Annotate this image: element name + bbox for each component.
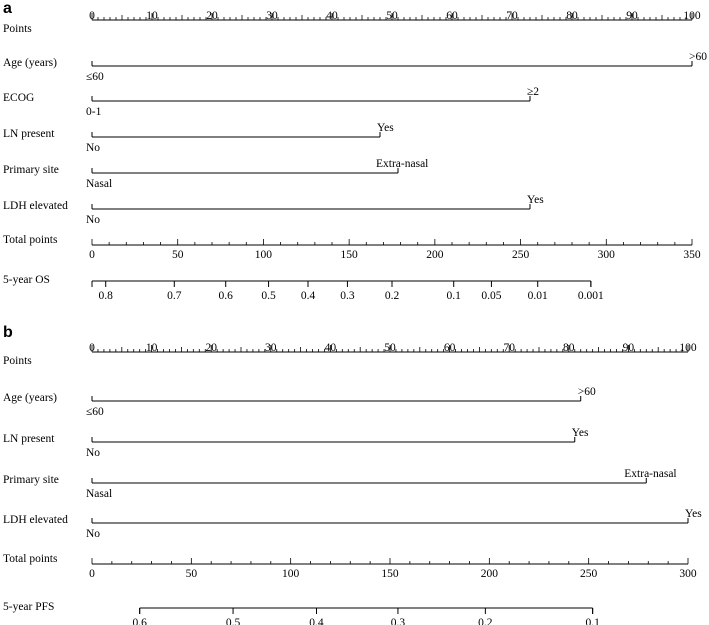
total-tick-label: 0 — [89, 249, 95, 261]
outcome-tick-label: 0.4 — [309, 617, 324, 625]
variable-label: LDH elevated — [3, 200, 68, 212]
level-label: Yes — [377, 122, 394, 134]
points-tick-label: 50 — [386, 10, 398, 22]
points-tick-label: 40 — [326, 10, 338, 22]
level-label: Yes — [571, 427, 589, 439]
level-label: Yes — [685, 508, 702, 520]
total-tick-label: 350 — [683, 249, 701, 261]
outcome-tick-label: 0.01 — [527, 290, 548, 302]
total-tick-label: 0 — [89, 568, 95, 580]
total-tick-label: 50 — [185, 568, 198, 580]
outcome-tick-label: 0.1 — [446, 290, 461, 302]
total-tick-label: 50 — [171, 249, 184, 261]
outcome-tick-label: 0.4 — [300, 290, 316, 302]
points-tick-label: 70 — [503, 342, 515, 354]
points-axis-label: Points — [3, 23, 32, 35]
outcome-label: 5-year OS — [3, 274, 50, 286]
outcome-tick-label: 0.1 — [585, 617, 600, 625]
points-tick-label: 60 — [446, 10, 458, 22]
points-tick-label: 0 — [89, 342, 95, 354]
outcome-tick-label: 0.5 — [225, 617, 241, 625]
outcome-tick-label: 0.3 — [340, 290, 355, 302]
level-label: Nasal — [86, 178, 113, 190]
total-tick-label: 300 — [679, 568, 697, 580]
total-points-label: Total points — [3, 553, 58, 565]
points-tick-label: 20 — [206, 10, 218, 22]
total-tick-label: 250 — [580, 568, 598, 580]
level-label: ≥2 — [527, 86, 540, 98]
points-tick-label: 0 — [89, 10, 95, 22]
level-label: No — [86, 142, 101, 154]
outcome-tick-label: 0.3 — [390, 617, 406, 625]
points-tick-label: 80 — [566, 10, 578, 22]
level-label: ≤60 — [86, 71, 104, 83]
points-tick-label: 50 — [384, 342, 396, 354]
total-tick-label: 100 — [282, 568, 300, 580]
total-tick-label: 250 — [511, 249, 530, 261]
total-tick-label: 300 — [597, 249, 615, 261]
total-points-label: Total points — [3, 234, 58, 246]
points-tick-label: 30 — [266, 10, 278, 22]
variable-label: Age (years) — [3, 57, 57, 69]
points-tick-label: 100 — [683, 10, 701, 22]
points-tick-label: 10 — [146, 10, 158, 22]
level-label: No — [86, 447, 101, 459]
level-label: Nasal — [86, 488, 113, 500]
total-tick-label: 100 — [254, 249, 273, 261]
variable-label: Primary site — [3, 474, 59, 486]
points-tick-label: 90 — [622, 342, 635, 354]
outcome-tick-label: 0.05 — [481, 290, 502, 302]
panel-label-a: a — [3, 0, 12, 17]
points-tick-label: 80 — [563, 342, 575, 354]
points-tick-label: 60 — [443, 342, 456, 354]
total-tick-label: 150 — [340, 249, 358, 261]
variable-label: LDH elevated — [3, 514, 68, 526]
total-tick-label: 150 — [381, 568, 399, 580]
total-tick-label: 200 — [480, 568, 498, 580]
level-label: >60 — [689, 51, 707, 63]
level-label: Yes — [527, 194, 544, 206]
variable-label: LN present — [3, 433, 55, 445]
points-tick-label: 90 — [626, 10, 638, 22]
points-tick-label: 10 — [145, 342, 158, 354]
variable-label: Age (years) — [3, 392, 57, 404]
level-label: No — [86, 528, 101, 540]
outcome-tick-label: 0.2 — [478, 617, 493, 625]
variable-label: ECOG — [3, 92, 35, 104]
outcome-tick-label: 0.6 — [132, 617, 147, 625]
level-label: 0-1 — [86, 106, 102, 118]
level-label: Extra-nasal — [624, 468, 677, 480]
points-tick-label: 30 — [265, 342, 277, 354]
level-label: No — [86, 214, 101, 226]
variable-label: Primary site — [3, 164, 59, 176]
outcome-tick-label: 0.5 — [261, 290, 276, 302]
outcome-tick-label: 0.6 — [218, 290, 233, 302]
level-label: ≤60 — [86, 406, 104, 418]
outcome-tick-label: 0.2 — [384, 290, 400, 302]
points-tick-label: 20 — [205, 342, 217, 354]
level-label: >60 — [577, 386, 596, 398]
outcome-tick-label: 0.8 — [98, 290, 113, 302]
level-label: Extra-nasal — [376, 158, 429, 170]
points-axis-label: Points — [3, 355, 32, 367]
outcome-tick-label: 0.001 — [577, 290, 604, 302]
variable-label: LN present — [3, 128, 55, 140]
total-tick-label: 200 — [426, 249, 444, 261]
points-tick-label: 100 — [679, 342, 697, 354]
panel-label-b: b — [3, 324, 13, 341]
points-tick-label: 40 — [324, 342, 337, 354]
points-tick-label: 70 — [506, 10, 518, 22]
outcome-tick-label: 0.7 — [167, 290, 182, 302]
outcome-label: 5-year PFS — [3, 601, 55, 613]
